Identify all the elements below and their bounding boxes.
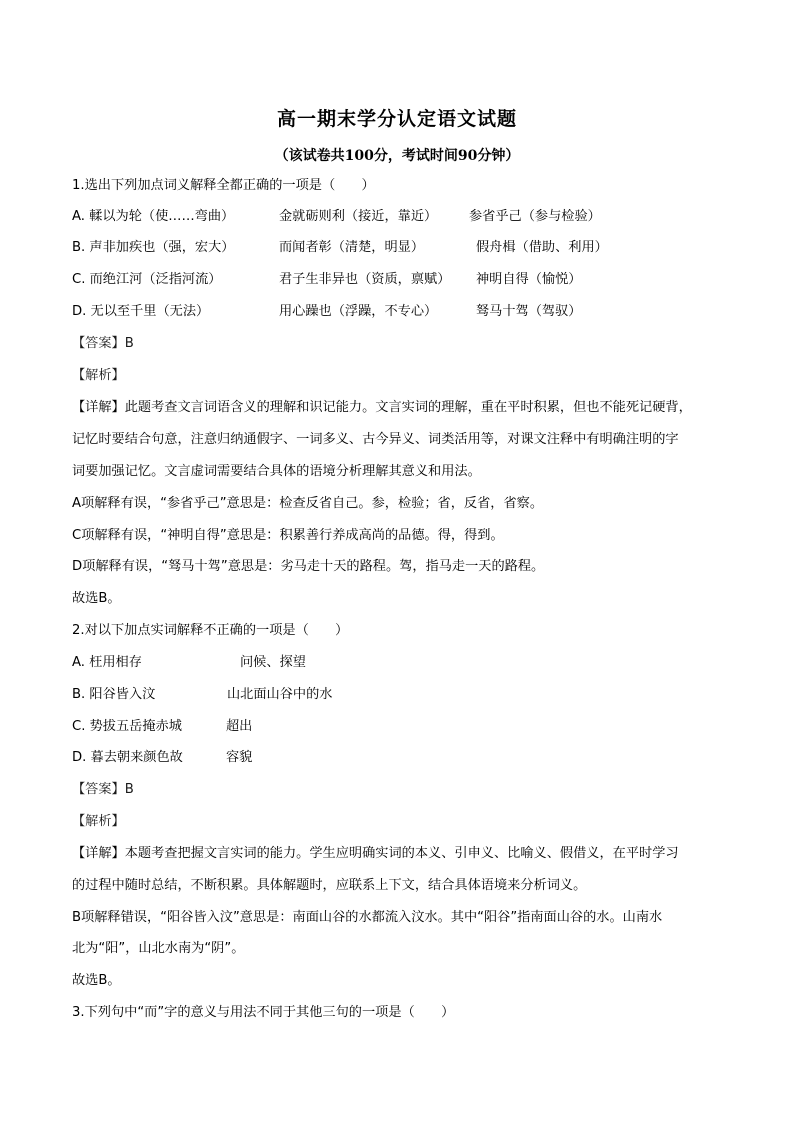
q2-option-d (72, 748, 472, 768)
q2-analysis-label: 【解析】 (72, 814, 125, 829)
q2-option-c-term: C. 势拔五岳掩赤城 (72, 719, 182, 734)
q3-stem: 3.下列句中“而”字的意义与用法不同于其他三句的一项是（ ） (72, 1005, 455, 1020)
q2-option-a-meaning: 问候、探望 (240, 655, 306, 670)
q1-detail-line-5: C项解释有误，“神明自得”意思是：积累善行养成高尚的品德。得，得到。 (72, 528, 504, 543)
q2-answer: 【答案】B (72, 782, 134, 797)
q1-option-a (72, 207, 722, 227)
page-subtitle: （该试卷共100分，考试时间90分钟） (274, 148, 520, 164)
q2-option-d-term: D. 暮去朝来颜色故 (72, 750, 183, 765)
q1-detail-line-4: A项解释有误，“参省乎己”意思是：检查反省自己。参，检验；省，反省，省察。 (72, 496, 544, 511)
q1-option-d-col2: 用心躁也（浮躁，不专心） (279, 304, 438, 319)
q2-detail-line-4: 北为“阳”，山北水南为“阴”。 (72, 941, 245, 956)
q1-option-b (72, 238, 722, 258)
q2-detail-line-2: 的过程中随时总结，不断积累。具体解题时，应联系上下文，结合具体语境来分析词义。 (72, 878, 587, 893)
q2-detail-line-3: B项解释错误，“阳谷皆入汶”意思是：南面山谷的水都流入汶水。其中“阳谷”指南面山谷的水。山南水 (72, 910, 663, 925)
page-title: 高一期末学分认定语文试题 (276, 108, 517, 130)
q1-analysis-label: 【解析】 (72, 368, 125, 383)
q1-detail-line-6: D项解释有误，“驽马十驾”意思是：劣马走十天的路程。驾，指马走一天的路程。 (72, 559, 545, 574)
q2-option-d-meaning: 容貌 (226, 750, 253, 765)
q1-option-a-col2: 金就砺则利（接近，靠近） (279, 209, 438, 224)
q1-option-d (72, 302, 722, 322)
q1-answer: 【答案】B (72, 336, 134, 351)
q1-option-d-col1: D. 无以至千里（无法） (72, 304, 210, 319)
q1-stem: 1.选出下列加点词义解释全都正确的一项是（ ） (72, 178, 375, 193)
q2-option-c (72, 717, 472, 737)
q1-detail-line-3: 词要加强记忆。文言虚词需要结合具体的语境分析理解其意义和用法。 (72, 464, 481, 479)
q1-option-c (72, 270, 722, 290)
q1-option-b-col1: B. 声非加疾也（强，宏大） (72, 240, 235, 255)
q1-option-a-col3: 参省乎己（参与检验） (469, 209, 601, 224)
q1-option-c-col3: 神明自得（愉悦） (476, 272, 582, 287)
q2-detail-line-1: 【详解】本题考查把握文言实词的能力。学生应明确实词的本义、引申义、比喻义、假借义，在平时学习 (72, 846, 679, 861)
q1-option-b-col3: 假舟楫（借助、利用） (476, 240, 608, 255)
q1-option-c-col2: 君子生非异也（资质，禀赋） (279, 272, 451, 287)
q1-conclusion: 故选B。 (72, 591, 121, 606)
q2-conclusion: 故选B。 (72, 973, 121, 988)
q2-option-b-meaning: 山北面山谷中的水 (227, 687, 333, 702)
q1-detail-line-2: 记忆时要结合句意，注意归纳通假字、一词多义、古今异义、词类活用等，对课文注释中有明确注明的字 (72, 432, 679, 447)
q2-option-b-term: B. 阳谷皆入汶 (72, 687, 156, 702)
q2-option-c-meaning: 超出 (226, 719, 253, 734)
q1-option-d-col3: 驽马十驾（驾驭） (476, 304, 582, 319)
q2-option-a (72, 653, 472, 673)
q2-stem: 2.对以下加点实词解释不正确的一项是（ ） (72, 623, 349, 638)
q2-option-a-term: A. 枉用相存 (72, 655, 142, 670)
q1-option-a-col1: A. 輮以为轮（使……弯曲） (72, 209, 235, 224)
q2-option-b (72, 685, 472, 705)
q1-option-c-col1: C. 而绝江河（泛指河流） (72, 272, 222, 287)
q1-option-b-col2: 而闻者彰（清楚，明显） (279, 240, 425, 255)
q1-detail-line-1: 【详解】此题考查文言词语含义的理解和识记能力。文言实词的理解，重在平时积累，但也不能死记硬背， (72, 400, 692, 415)
